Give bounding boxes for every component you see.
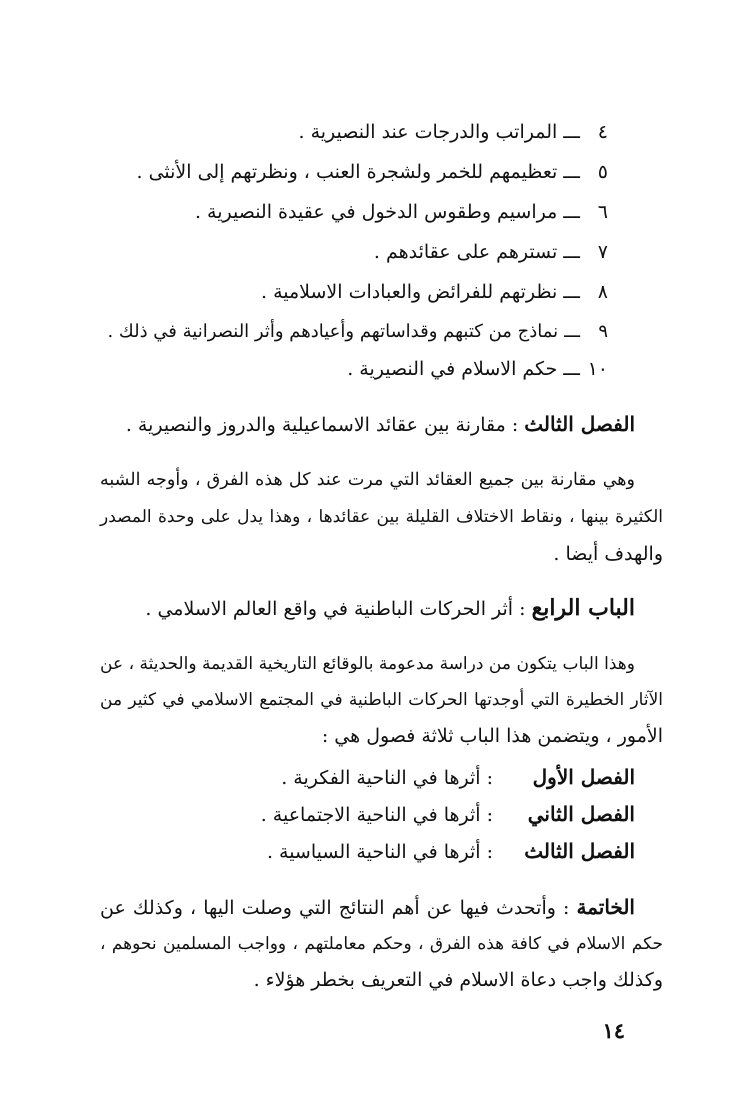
section-item (100, 800, 635, 829)
section-text: : أثرها في الناحية الاجتماعية . (260, 804, 493, 826)
part-heading: الباب الرابع (531, 595, 635, 621)
list-item (100, 278, 608, 306)
list-item-text: نظرتهم للفرائض والعبادات الاسلامية . (261, 281, 558, 303)
list-item-text: مراسيم وطقوس الدخول في عقيدة النصيرية . (194, 201, 558, 223)
list-item (100, 158, 608, 186)
list-item-dash: ـــ (564, 321, 580, 342)
paragraph-line: حكم الاسلام في كافة هذه الفرق ، وحكم معاملتهم ، وواجب المسلمين نحوهم ، (100, 934, 663, 954)
list-item (100, 198, 608, 226)
page-number: ١٤ (602, 1018, 625, 1043)
document-page (100, 0, 663, 1107)
list-item (100, 318, 608, 346)
list-item-number: ٤ (597, 121, 608, 143)
section-text: : أثرها في الناحية الفكرية . (281, 767, 493, 789)
paragraph-line: والهدف أيضا . (553, 543, 663, 565)
list-item-dash: ـــ (563, 201, 580, 223)
paragraph-line: الأمور ، ويتضمن هذا الباب ثلاثة فصول هي : (321, 725, 663, 747)
list-item (100, 355, 608, 383)
section-item (100, 837, 635, 866)
list-item-dash: ـــ (563, 241, 580, 263)
list-item-number: ٥ (597, 161, 608, 183)
paragraph-line: وهذا الباب يتكون من دراسة مدعومة بالوقائع التاريخية القديمة والحديثة ، عن (100, 654, 635, 674)
chapter-title: : مقارنة بين عقائد الاسماعيلية والدروز والنصيرية . (125, 414, 519, 436)
paragraph-line: وكذلك واجب دعاة الاسلام في التعريف بخطر هؤلاء . (253, 969, 663, 991)
list-item-text: تعظيمهم للخمر ولشجرة العنب ، ونظرتهم إلى الأنثى . (136, 161, 558, 183)
list-item-dash: ـــ (563, 358, 580, 380)
list-item-number: ١٠ (587, 358, 608, 380)
list-item-text: تسترهم على عقائدهم . (373, 241, 558, 263)
part-heading-line (100, 594, 635, 623)
section-heading: الفصل الثاني (527, 802, 635, 826)
conclusion-heading: الخاتمة (576, 895, 635, 919)
list-item-text: المراتب والدرجات عند النصيرية . (298, 121, 558, 143)
list-item-number: ٩ (598, 321, 608, 342)
list-item-dash: ـــ (563, 281, 580, 303)
conclusion-text: : وأتحدث فيها عن أهم النتائج التي وصلت اليها ، وكذلك عن (100, 897, 570, 919)
list-item (100, 238, 608, 266)
list-item-number: ٦ (597, 201, 608, 223)
paragraph-line: الكثيرة بينها ، ونقاط الاختلاف القليلة بين عقائدها ، وهذا يدل على وحدة المصدر (100, 507, 663, 527)
list-item (100, 118, 608, 146)
part-title: : أثر الحركات الباطنية في واقع العالم الاسلامي . (145, 598, 526, 620)
paragraph-line: وهي مقارنة بين جميع العقائد التي مرت عند كل هذه الفرق ، وأوجه الشبه (100, 470, 635, 490)
section-item (100, 763, 635, 792)
paragraph-line: الآثار الخطيرة التي أوجدتها الحركات الباطنية في المجتمع الاسلامي في كثير من (100, 690, 663, 710)
list-item-dash: ـــ (563, 121, 580, 143)
list-item-text: نماذج من كتبهم وقداساتهم وأعيادهم وأثر النصرانية في ذلك . (107, 321, 559, 342)
list-item-text: حكم الاسلام في النصيرية . (347, 358, 558, 380)
list-item-number: ٨ (597, 281, 608, 303)
chapter-heading-line (100, 410, 635, 439)
list-item-dash: ـــ (563, 161, 580, 183)
section-heading: الفصل الثالث (524, 839, 635, 863)
list-item-number: ٧ (597, 241, 608, 263)
section-heading: الفصل الأول (532, 765, 635, 789)
chapter-heading: الفصل الثالث (524, 412, 635, 436)
conclusion-first-line (100, 893, 635, 922)
section-text: : أثرها في الناحية السياسية . (266, 841, 493, 863)
